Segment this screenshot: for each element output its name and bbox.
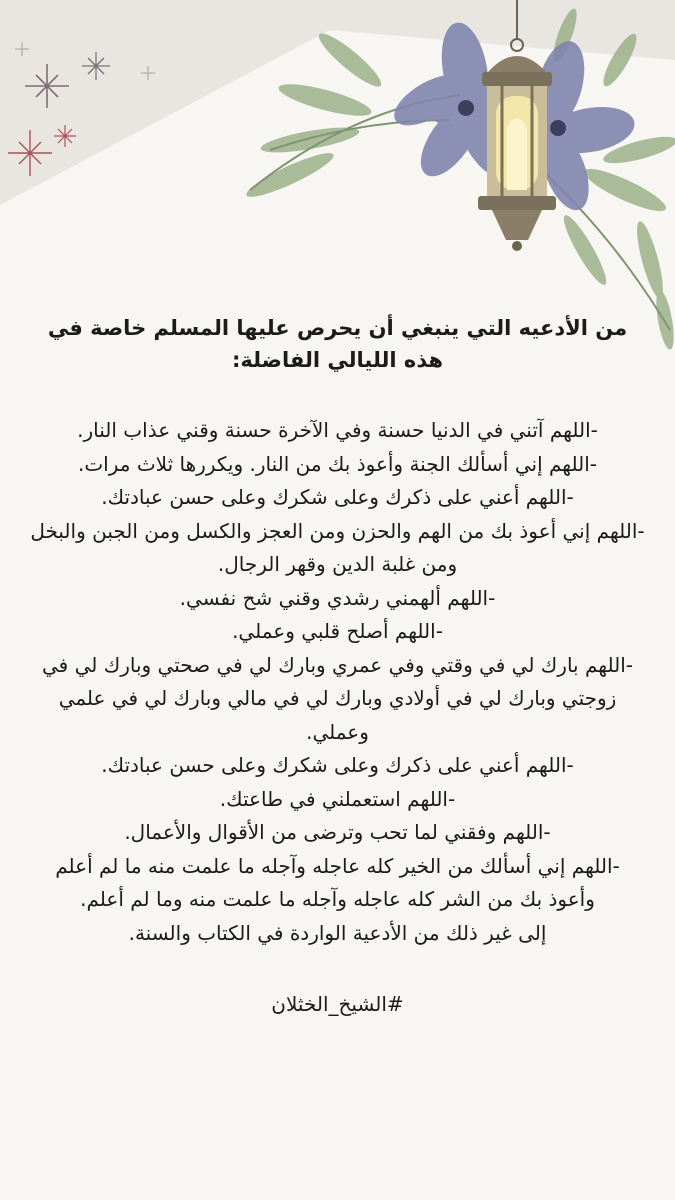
sparkle-star-icon — [8, 130, 52, 176]
sparkle-star-icon — [15, 42, 155, 80]
floral-lantern-decoration — [230, 0, 675, 355]
prayer-text-block — [30, 312, 645, 1022]
dua-item: -اللهم بارك لي في وقتي وفي عمري وبارك لي في صحتي وبارك لي في زوجتي وبارك لي في أولادي وبارك لي في مالي وبارك لي في علمي وعملي. — [42, 652, 633, 744]
sparkle-star-icon — [82, 52, 110, 80]
dua-item: -اللهم إني أعوذ بك من الهم والحزن ومن العجز والكسل ومن الجبن والبخل ومن غلبة الدين وقهر الرجال. — [30, 518, 645, 576]
hashtag: #الشيخ_الخثلان — [271, 992, 404, 1016]
dua-item: -اللهم إني أسألك من الخير كله عاجله وآجله ما علمت منه ما لم أعلم وأعوذ بك من الشر كله عاجله وآجله ما علمت منه وما لم أعلم. — [55, 853, 620, 911]
dua-item: -اللهم آتني في الدنيا حسنة وفي الآخرة حسنة وقني عذاب النار. — [77, 418, 598, 442]
sparkle-star-icon — [54, 125, 76, 147]
dua-item: -اللهم أصلح قلبي وعملي. — [232, 619, 443, 643]
dua-item: -اللهم أعني على ذكرك وعلى شكرك وعلى حسن عبادتك. — [101, 485, 574, 509]
dua-item: -اللهم إني أسألك الجنة وأعوذ بك من النار. ويكررها ثلاث مرات. — [77, 451, 598, 476]
sparkle-star-icon — [25, 64, 69, 108]
sparkles-decoration — [0, 0, 180, 190]
page-title: من الأدعيه التي ينبغي أن يحرص عليها المسلم خاصة في هذه الليالي الفاضلة: — [47, 316, 628, 372]
dua-item: -اللهم استعملني في طاعتك. — [219, 786, 456, 811]
closing-line: إلى غير ذلك من الأدعية الواردة في الكتاب والسنة. — [128, 920, 547, 945]
lantern-icon — [478, 0, 556, 251]
duas-list — [30, 414, 645, 917]
dua-item: -اللهم وفقني لما تحب وترضى من الأقوال والأعمال. — [124, 820, 551, 844]
dua-item: -اللهم أعني على ذكرك وعلى شكرك وعلى حسن عبادتك. — [101, 753, 574, 777]
dua-item: -اللهم ألهمني رشدي وقني شح نفسي. — [179, 585, 496, 610]
